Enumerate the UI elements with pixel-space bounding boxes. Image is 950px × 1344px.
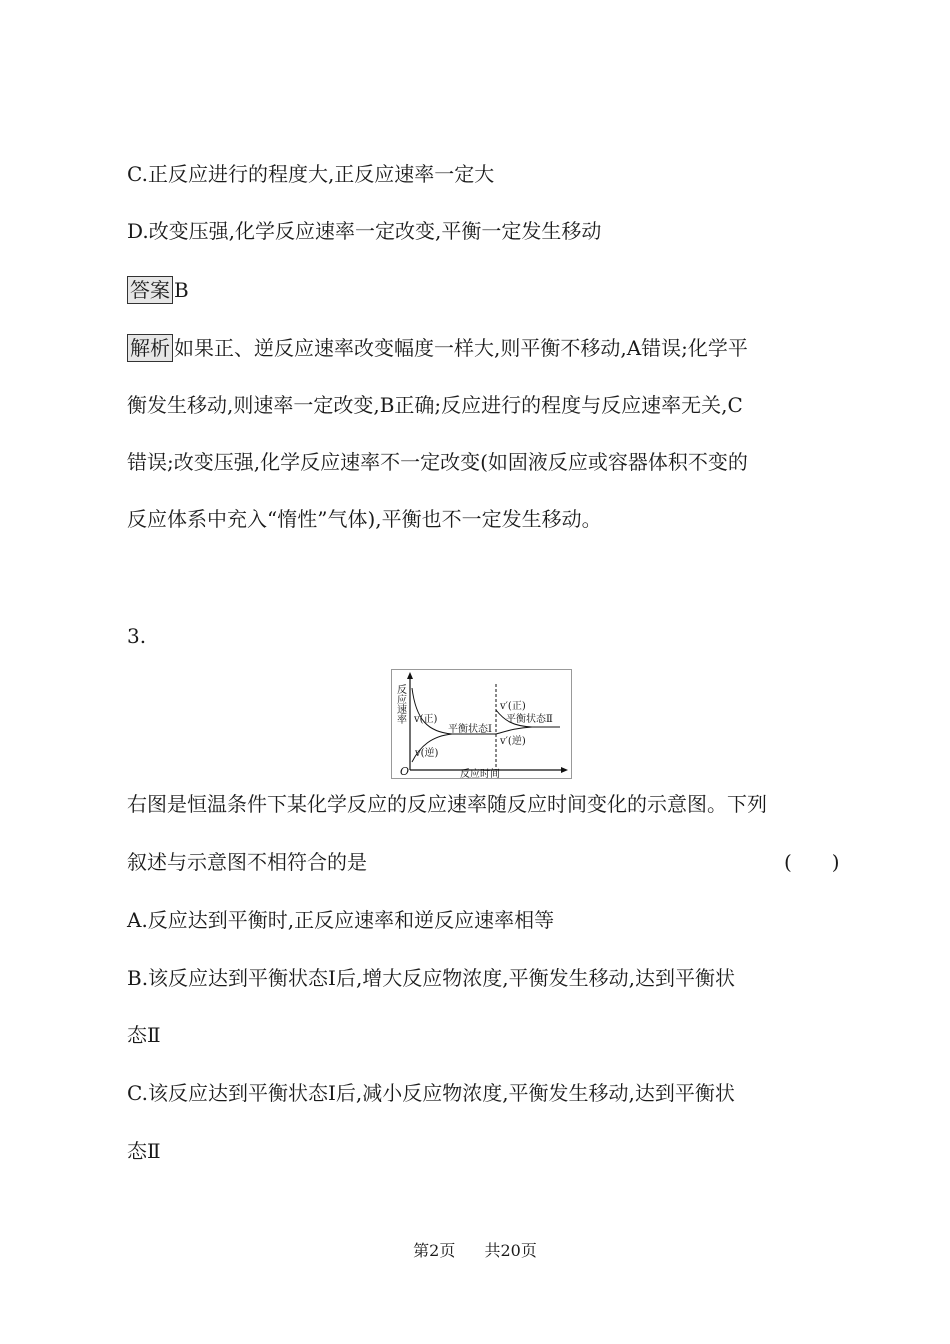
analysis-line-4: 反应体系中充入“惰性”气体),平衡也不一定发生移动。 xyxy=(127,507,602,531)
question-3-stem-1: 右图是恒温条件下某化学反应的反应速率随反应时间变化的示意图。下列 xyxy=(127,792,767,816)
eq-state-2-label: 平衡状态Ⅱ xyxy=(506,714,553,725)
y-axis-label: 反应速率 xyxy=(394,684,406,724)
rate-time-diagram xyxy=(391,669,572,779)
v-forward-label: v(正) xyxy=(414,714,438,725)
x-axis-arrow xyxy=(561,767,568,773)
v-forward-prime-label: v′(正) xyxy=(500,701,526,712)
analysis-text-1: 如果正、逆反应速率改变幅度一样大,则平衡不移动,A错误;化学平 xyxy=(174,336,748,360)
page-number: 第2页 xyxy=(413,1241,456,1260)
x-axis-label: 反应时间 xyxy=(460,769,500,778)
question-3-option-c-1: C.该反应达到平衡状态Ⅰ后,减小反应物浓度,平衡发生移动,达到平衡状 xyxy=(127,1081,735,1105)
rate-time-svg xyxy=(392,670,571,778)
origin-label: O xyxy=(400,765,410,778)
analysis-line-1 xyxy=(127,334,748,362)
page-total: 共20页 xyxy=(484,1241,537,1260)
answer-paren: ( ) xyxy=(784,850,840,874)
analysis-line-3: 错误;改变压强,化学反应速率不一定改变(如固液反应或容器体积不变的 xyxy=(127,450,748,474)
answer-value: B xyxy=(174,278,189,302)
v-reverse-prime-curve xyxy=(496,727,532,734)
question-3-option-b-2: 态Ⅱ xyxy=(127,1023,161,1047)
y-axis-arrow xyxy=(407,672,413,679)
v-reverse-prime-label: v′(逆) xyxy=(500,736,526,747)
eq-state-1-label: 平衡状态Ⅰ xyxy=(448,724,492,735)
option-d-prev: D.改变压强,化学反应速率一定改变,平衡一定发生移动 xyxy=(127,219,602,243)
question-3-number: 3. xyxy=(127,624,147,648)
page-footer xyxy=(0,1240,950,1262)
option-c-prev: C.正反应进行的程度大,正反应速率一定大 xyxy=(127,162,495,186)
question-3-stem-2: 叙述与示意图不相符合的是 xyxy=(127,850,367,874)
analysis-line-2: 衡发生移动,则速率一定改变,B正确;反应进行的程度与反应速率无关,C xyxy=(127,393,743,417)
answer-line xyxy=(127,276,189,304)
question-3-option-a: A.反应达到平衡时,正反应速率和逆反应速率相等 xyxy=(127,908,555,932)
answer-tag: 答案 xyxy=(127,276,173,304)
v-reverse-label: v(逆) xyxy=(415,748,439,759)
question-3-option-b-1: B.该反应达到平衡状态Ⅰ后,增大反应物浓度,平衡发生移动,达到平衡状 xyxy=(127,966,736,990)
analysis-tag: 解析 xyxy=(127,334,173,362)
question-3-option-c-2: 态Ⅱ xyxy=(127,1139,161,1163)
